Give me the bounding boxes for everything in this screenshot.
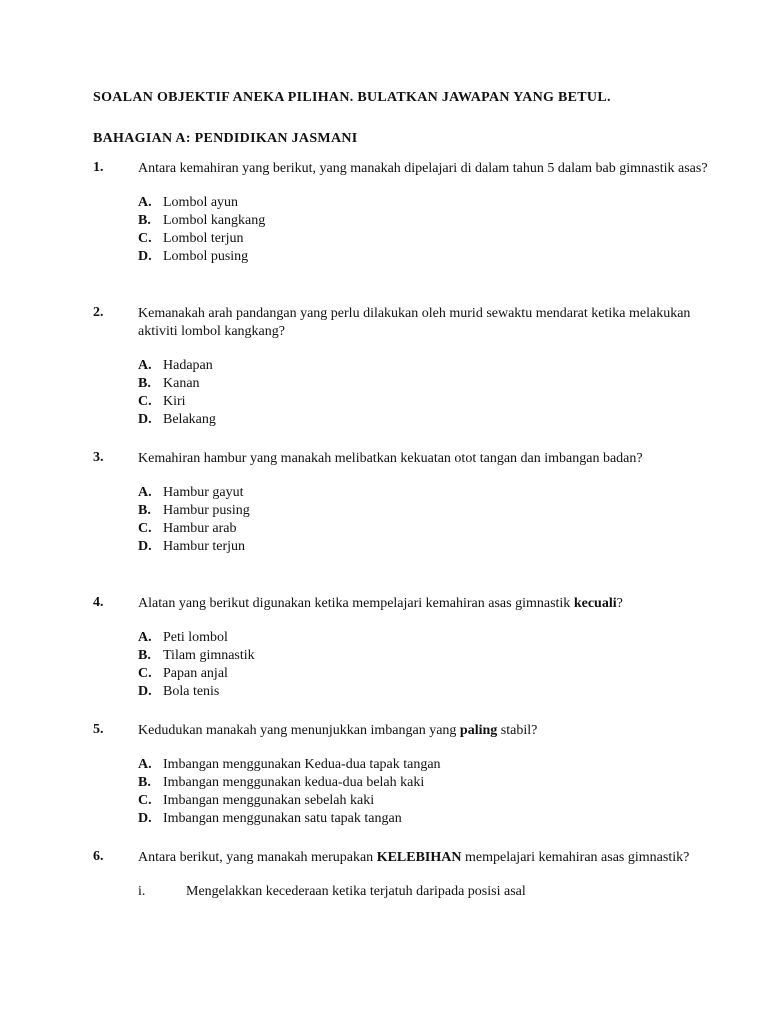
option-letter: C. [138,666,152,681]
question-2 [93,305,713,429]
question-1 [93,160,713,266]
option-list [138,194,713,266]
option-letter: D. [138,811,152,826]
option-d [138,411,713,429]
question-text: Kemanakah arah pandangan yang perlu dilakukan oleh murid sewaktu mendarat ketika melakukan aktiviti lombol kangkang? [138,306,691,339]
option-a [138,629,713,647]
option-text: Hadapan [163,358,213,373]
option-d [138,248,713,266]
option-text: Hambur arab [163,521,237,536]
option-letter: C. [138,521,152,536]
question-emphasis: paling [459,723,498,738]
question-number: 6. [93,849,104,864]
question-text-part: mempelajari kemahiran asas gimnastik? [461,850,690,865]
option-text: Belakang [163,412,216,427]
option-letter: D. [138,684,152,699]
option-c [138,393,713,411]
question-text-part: Alatan yang berikut digunakan ketika mempelajari kemahiran asas gimnastik [138,596,574,611]
option-letter: C. [138,793,152,808]
option-letter: A. [138,195,152,210]
option-text: Imbangan menggunakan kedua-dua belah kaki [163,775,425,790]
option-text: Lombol terjun [163,231,244,246]
question-text [138,595,713,613]
statement-number: i. [138,884,146,899]
option-text: Hambur gayut [163,485,244,500]
option-letter: C. [138,394,152,409]
option-letter: B. [138,376,151,391]
option-list [138,629,713,701]
question-number: 4. [93,595,104,610]
option-d [138,538,713,556]
question-number: 2. [93,305,104,320]
option-c [138,230,713,248]
option-text: Tilam gimnastik [163,648,255,663]
question-number: 3. [93,450,104,465]
section-heading: BAHAGIAN A: PENDIDIKAN JASMANI [93,131,358,146]
question-4 [93,595,713,701]
option-text: Kanan [163,376,200,391]
option-list [138,484,713,556]
question-text-part: ? [616,596,623,611]
option-b [138,774,713,792]
document-title: SOALAN OBJEKTIF ANEKA PILIHAN. BULATKAN JAWAPAN YANG BETUL. [93,90,611,105]
option-letter: D. [138,249,152,264]
option-text: Bola tenis [163,684,220,699]
option-text: Imbangan menggunakan Kedua-dua tapak tangan [163,757,441,772]
option-letter: B. [138,503,151,518]
option-letter: B. [138,775,151,790]
option-text: Lombol ayun [163,195,239,210]
question-emphasis: KELEBIHAN [376,850,462,865]
option-b [138,647,713,665]
question-text-part: stabil? [497,723,538,738]
option-letter: D. [138,539,152,554]
option-a [138,194,713,212]
option-text: Imbangan menggunakan sebelah kaki [163,793,375,808]
option-b [138,375,713,393]
option-c [138,520,713,538]
option-letter: B. [138,213,151,228]
question-6 [93,849,713,901]
option-list [138,756,713,828]
option-letter: A. [138,630,152,645]
question-number: 1. [93,160,104,175]
option-text: Lombol pusing [163,249,249,264]
question-3 [93,450,713,556]
option-text: Papan anjal [163,666,228,681]
option-b [138,502,713,520]
question-text-part: Kedudukan manakah yang menunjukkan imbangan yang [138,723,460,738]
question-text [138,849,713,867]
question-text: Kemahiran hambur yang manakah melibatkan kekuatan otot tangan dan imbangan badan? [138,451,643,466]
option-b [138,212,713,230]
option-list [138,357,713,429]
option-letter: A. [138,757,152,772]
question-text-part: Antara berikut, yang manakah merupakan [138,850,377,865]
statement-text: Mengelakkan kecederaan ketika terjatuh daripada posisi asal [186,884,526,899]
option-text: Hambur pusing [163,503,250,518]
option-letter: A. [138,485,152,500]
question-text: Antara kemahiran yang berikut, yang manakah dipelajari di dalam tahun 5 dalam bab gimnastik asas? [138,161,708,176]
option-d [138,810,713,828]
option-letter: D. [138,412,152,427]
option-c [138,665,713,683]
option-letter: C. [138,231,152,246]
question-emphasis: kecuali [573,596,617,611]
option-c [138,792,713,810]
question-number: 5. [93,722,104,737]
statement-list [138,883,713,901]
option-a [138,756,713,774]
option-letter: B. [138,648,151,663]
option-text: Lombol kangkang [163,213,266,228]
question-5 [93,722,713,828]
option-text: Peti lombol [163,630,228,645]
option-letter: A. [138,358,152,373]
option-a [138,357,713,375]
option-text: Kiri [163,394,186,409]
option-a [138,484,713,502]
statement-item [138,883,713,901]
option-text: Imbangan menggunakan satu tapak tangan [163,811,402,826]
option-text: Hambur terjun [163,539,246,554]
question-text [138,722,713,740]
option-d [138,683,713,701]
